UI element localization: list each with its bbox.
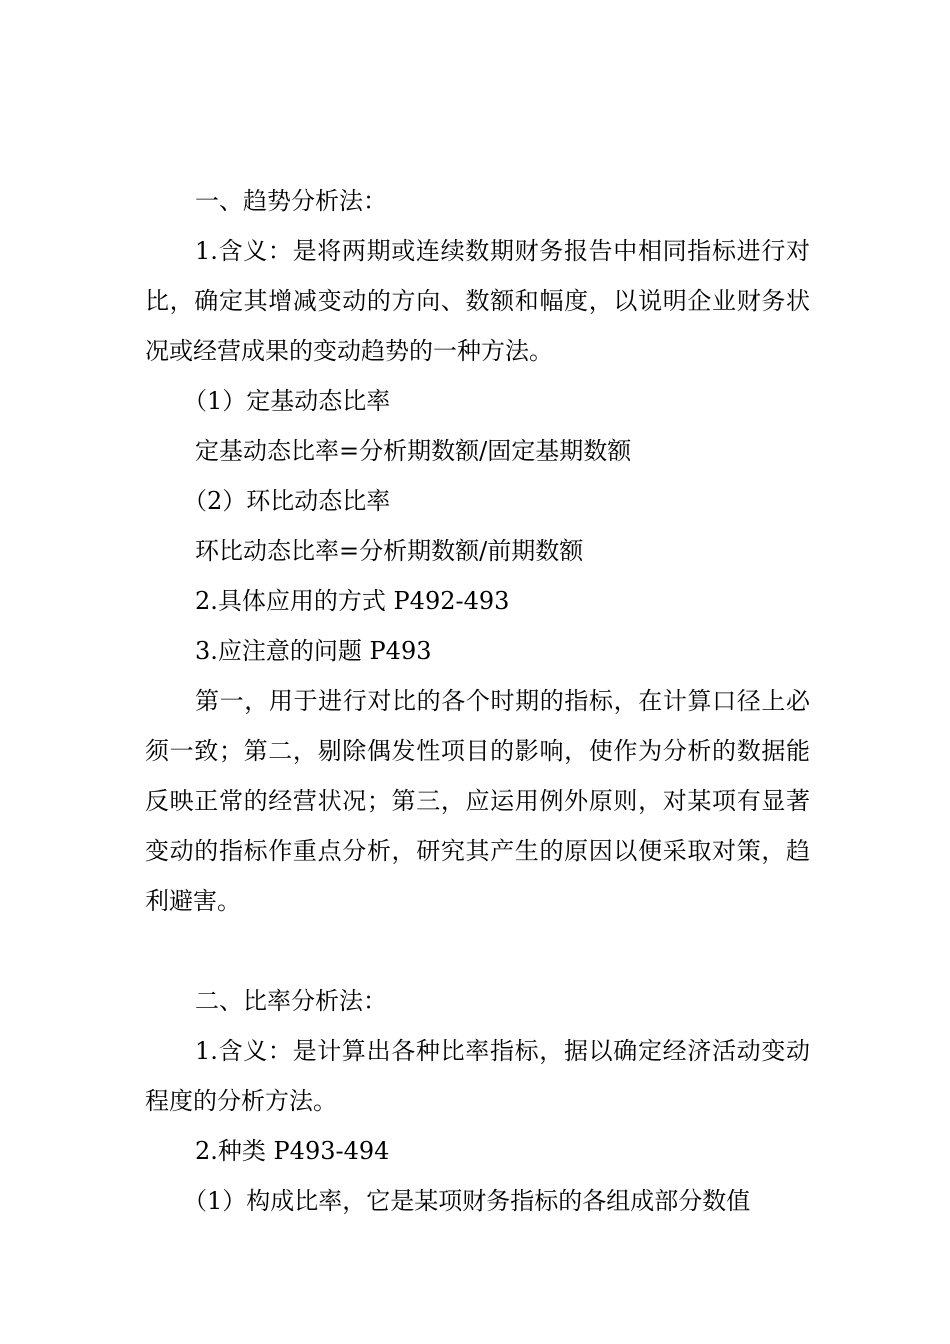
- section-2-heading: 二、比率分析法：: [195, 987, 387, 1015]
- document-body: [145, 176, 810, 1226]
- section-2-sub1-text: （1）构成比率，它是某项财务指标的各组成部分数值: [183, 1187, 751, 1215]
- section-1-item3: 3.应注意的问题 P493: [195, 637, 432, 665]
- section-spacer: [145, 926, 810, 976]
- section-1-sub2-title: （2）环比动态比率: [183, 487, 391, 515]
- section-1-sub2-formula: 环比动态比率=分析期数额/前期数额: [195, 537, 584, 565]
- section-2-definition: 1.含义：是计算出各种比率指标，据以确定经济活动变动程度的分析方法。: [145, 1037, 810, 1115]
- section-1-definition: 1.含义：是将两期或连续数期财务报告中相同指标进行对比，确定其增减变动的方向、数额和幅度，以说明企业财务状况或经营成果的变动趋势的一种方法。: [145, 237, 810, 365]
- section-1-sub1-title: （1）定基动态比率: [183, 387, 391, 415]
- section-1-heading: 一、趋势分析法：: [195, 187, 387, 215]
- section-2-item2: 2.种类 P493-494: [195, 1137, 390, 1165]
- section-1-item2: 2.具体应用的方式 P492-493: [195, 587, 510, 615]
- section-1-sub1-formula: 定基动态比率=分析期数额/固定基期数额: [195, 437, 632, 465]
- section-1-item3-body: 第一，用于进行对比的各个时期的指标，在计算口径上必须一致；第二，剔除偶发性项目的影响，使作为分析的数据能反映正常的经营状况；第三，应运用例外原则，对某项有显著变动的指标作重点分析，研究其产生的原因以便采取对策，趋利避害。: [145, 687, 810, 915]
